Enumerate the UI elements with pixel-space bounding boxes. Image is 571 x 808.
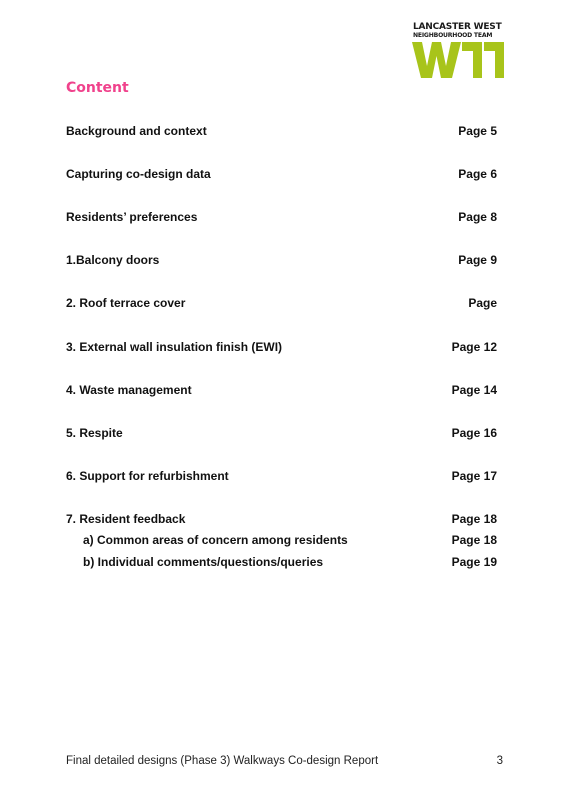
content-heading: Content	[66, 80, 129, 96]
logo-line-1: LANCASTER WEST	[413, 22, 502, 32]
toc-entry-title: a) Common areas of concern among residents	[83, 533, 348, 547]
toc-row-roof-terrace-cover[interactable]	[66, 295, 497, 311]
toc-row-capturing-co-design-data[interactable]	[66, 166, 497, 182]
toc-entry-page: Page 16	[451, 426, 497, 440]
toc-row-individual-comments[interactable]	[66, 554, 497, 570]
toc-entry-page: Page 8	[458, 210, 497, 224]
toc-entry-title: Background and context	[66, 124, 207, 138]
toc-entry-page: Page 19	[451, 555, 497, 569]
toc-entry-page: Page 6	[458, 167, 497, 181]
toc-row-background-and-context[interactable]	[66, 123, 497, 139]
toc-row-external-wall-insulation[interactable]	[66, 339, 497, 355]
toc-entry-page: Page 17	[451, 469, 497, 483]
toc-entry-title: 6. Support for refurbishment	[66, 469, 229, 483]
w11-mark-shapes	[412, 42, 504, 78]
toc-entry-title: 1.Balcony doors	[66, 253, 160, 267]
toc-entry-title: b) Individual comments/questions/queries	[83, 555, 324, 569]
toc-row-support-for-refurbishment[interactable]	[66, 468, 497, 484]
toc-row-residents-preferences[interactable]	[66, 209, 497, 225]
toc-row-balcony-doors[interactable]	[66, 252, 497, 268]
toc-entry-title: Capturing co-design data	[66, 167, 211, 181]
page-number: 3	[496, 755, 503, 767]
toc-entry-title: 3. External wall insulation finish (EWI)	[66, 340, 283, 354]
toc-entry-title: 5. Respite	[66, 426, 123, 440]
toc-entry-title: 7. Resident feedback	[66, 512, 186, 526]
toc-entry-title: Residents’ preferences	[66, 210, 198, 224]
toc-entry-page: Page 12	[451, 340, 497, 354]
toc-row-common-areas-of-concern[interactable]	[66, 532, 497, 548]
toc-entry-title: 4. Waste management	[66, 383, 192, 397]
toc-entry-page: Page 5	[458, 124, 497, 138]
toc-entry-page: Page	[468, 296, 497, 310]
toc-row-waste-management[interactable]	[66, 382, 497, 398]
footer-text: Final detailed designs (Phase 3) Walkways Co-design Report	[66, 755, 379, 767]
toc-row-respite[interactable]	[66, 425, 497, 441]
toc-entry-page: Page 14	[451, 383, 497, 397]
lancaster-west-logo	[412, 22, 504, 78]
toc-entry-page: Page 9	[458, 253, 497, 267]
w11-logo-mark	[412, 42, 504, 78]
toc-entry-page: Page 18	[451, 533, 497, 547]
toc-entry-page: Page 18	[451, 512, 497, 526]
toc-entry-title: 2. Roof terrace cover	[66, 296, 186, 310]
toc-row-resident-feedback[interactable]	[66, 511, 497, 527]
logo-line-2: NEIGHBOURHOOD TEAM	[413, 32, 493, 39]
